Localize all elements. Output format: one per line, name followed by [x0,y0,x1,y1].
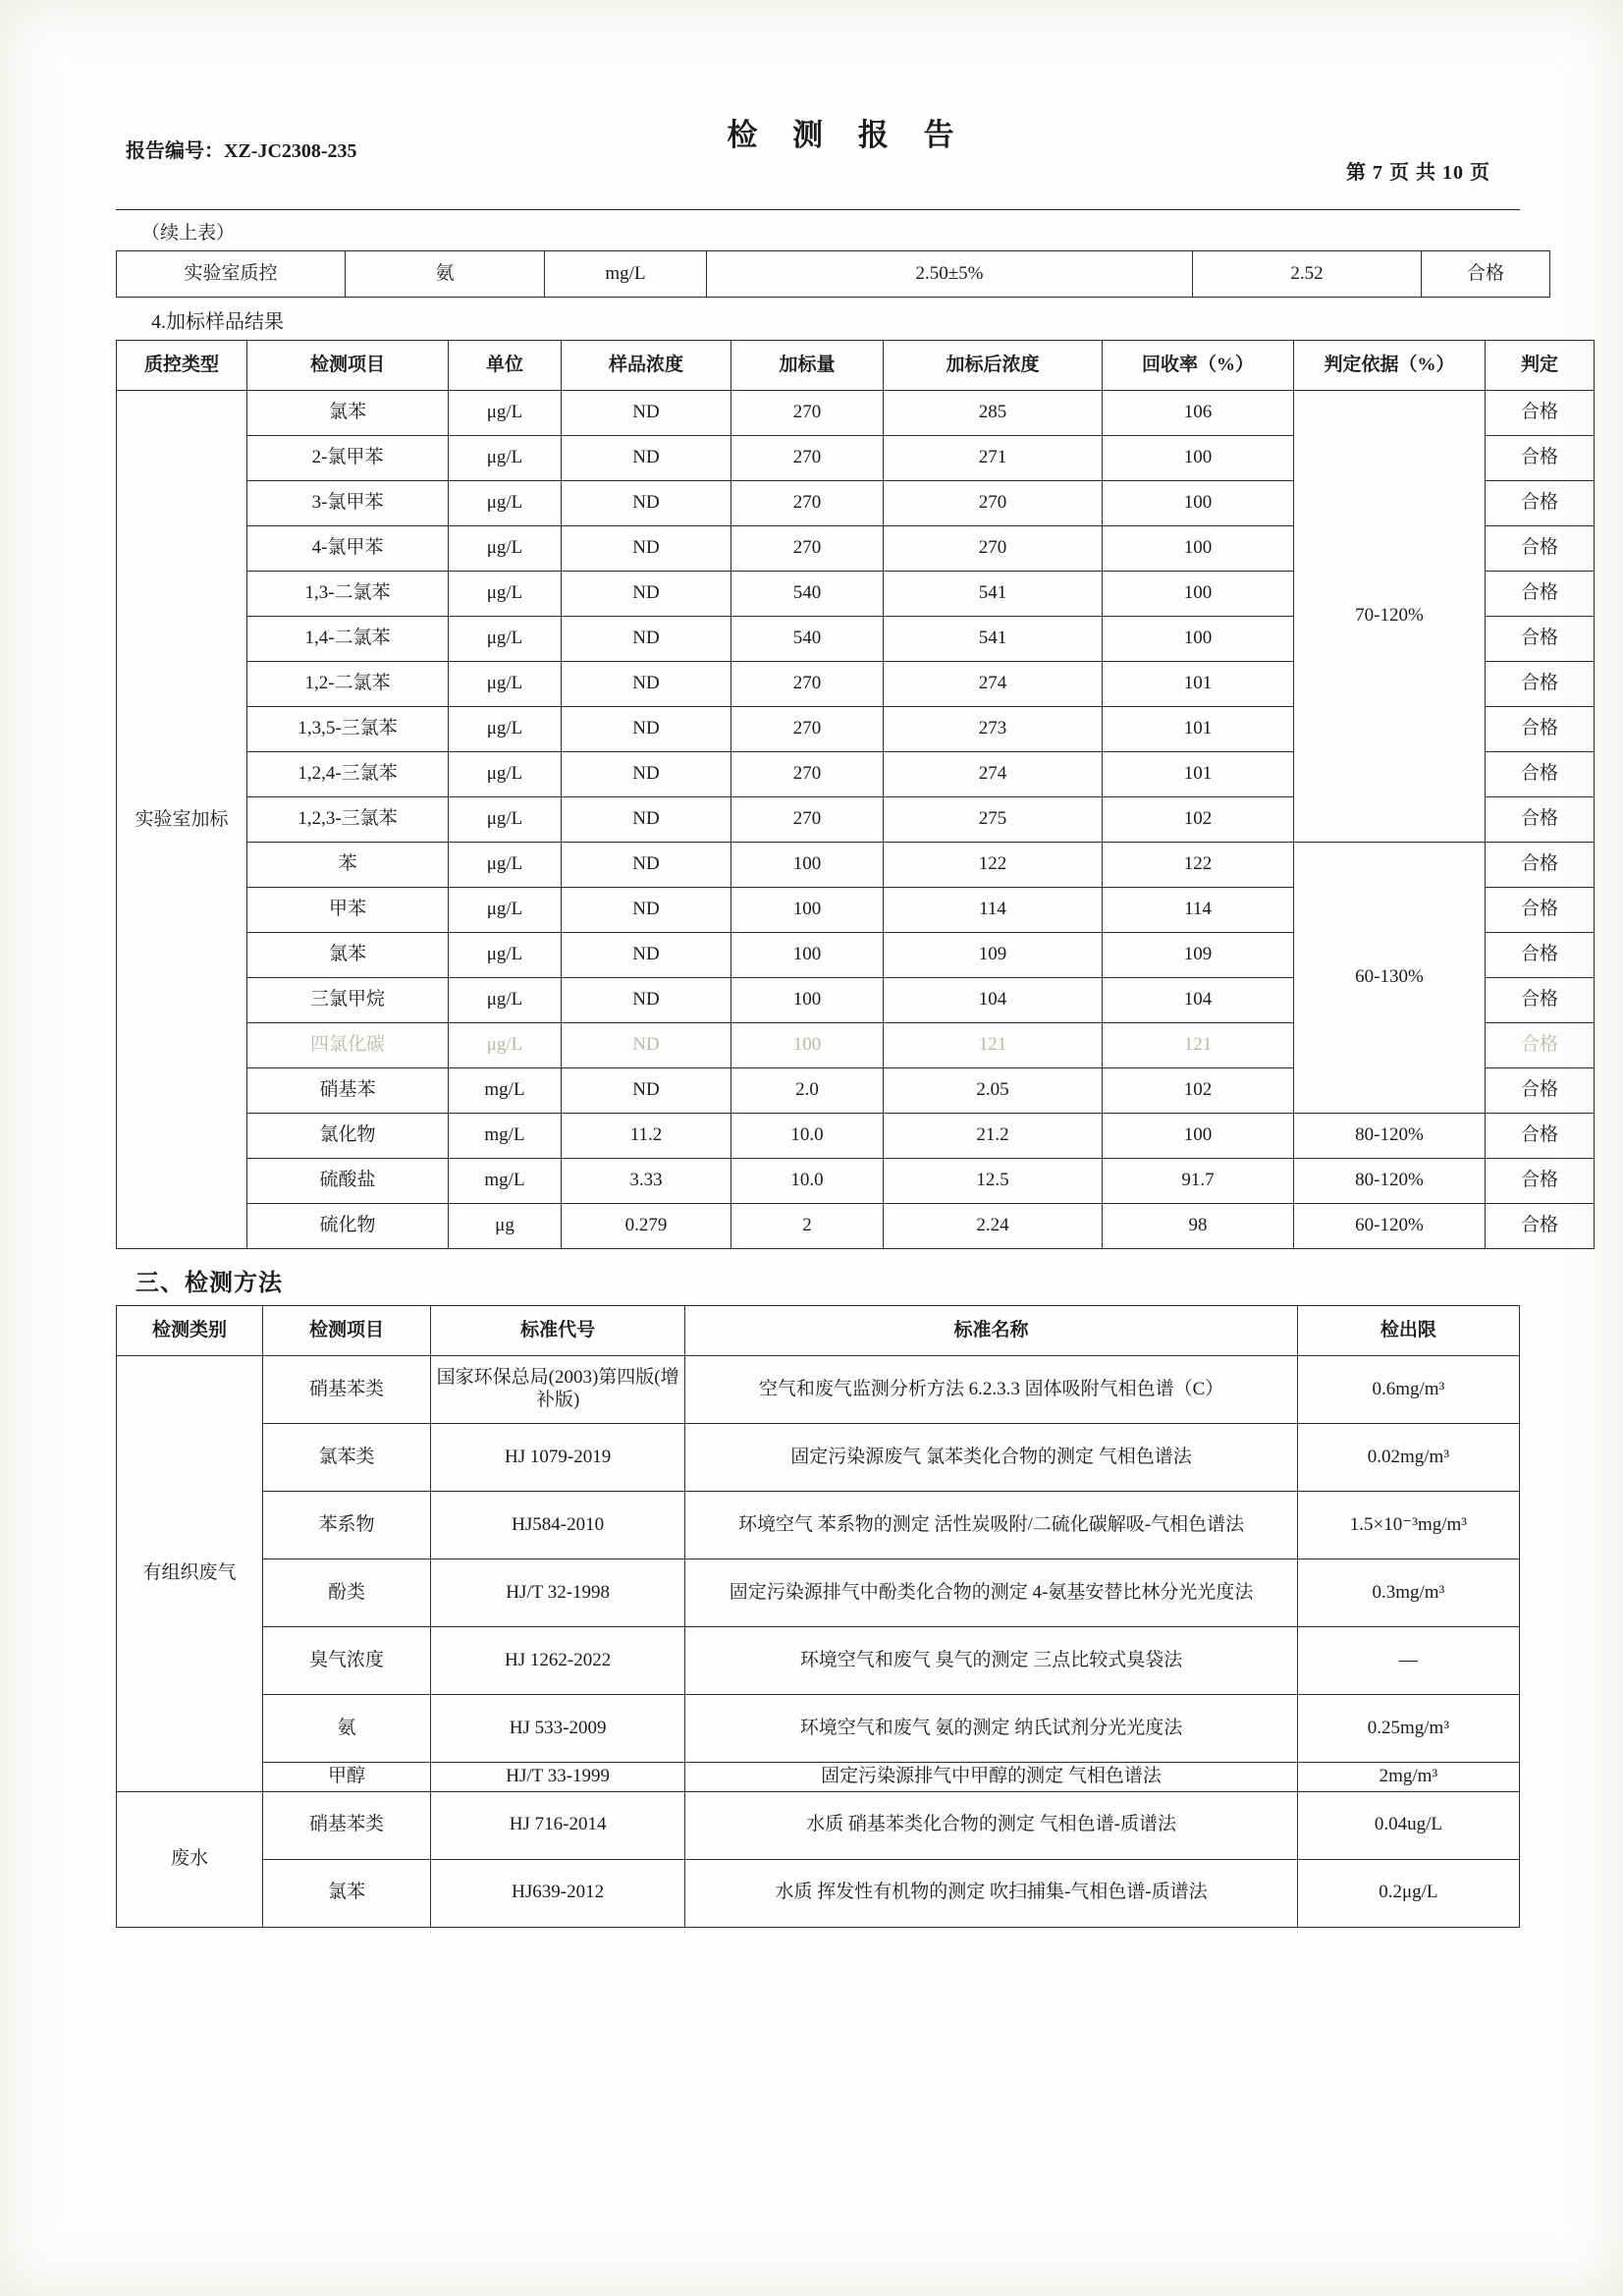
table-row [117,1559,1520,1627]
qc-judge-cell: 合格 [1422,251,1550,298]
basis-group-1: 70-120% [1294,391,1486,843]
item-sample-conc: ND [562,662,731,707]
item-unit: μg/L [449,752,562,797]
table-header-row [117,341,1595,391]
item-judgement: 合格 [1486,662,1595,707]
method-name: 固定污染源排气中甲醇的测定 气相色谱法 [685,1763,1297,1792]
header-basis: 判定依据（%） [1294,341,1486,391]
page-title: 检 测 报 告 [727,118,968,152]
item-sample-conc: ND [562,436,731,481]
header-sample-conc: 样品浓度 [562,341,731,391]
item-recovery: 100 [1103,1114,1294,1159]
header-judgement: 判定 [1486,341,1595,391]
item-spike-amount: 10.0 [731,1114,884,1159]
method-code: HJ 716-2014 [431,1791,685,1859]
item-sample-conc: ND [562,481,731,526]
item-judgement: 合格 [1486,752,1595,797]
category-group-air: 有组织废气 [117,1356,263,1792]
item-spike-amount: 100 [731,888,884,933]
item-unit: μg/L [449,797,562,843]
item-after-conc: 114 [884,888,1103,933]
item-judgement: 合格 [1486,572,1595,617]
item-spike-amount: 540 [731,572,884,617]
item-name: 硫酸盐 [247,1159,449,1204]
item-name: 氯化物 [247,1114,449,1159]
item-recovery: 100 [1103,526,1294,572]
table-row [117,843,1595,888]
item-after-conc: 121 [884,1023,1103,1068]
item-spike-amount: 2.0 [731,1068,884,1114]
item-judgement: 合格 [1486,391,1595,436]
item-sample-conc: ND [562,391,731,436]
item-after-conc: 270 [884,481,1103,526]
item-name: 硝基苯 [247,1068,449,1114]
item-sample-conc: ND [562,572,731,617]
item-judgement: 合格 [1486,436,1595,481]
item-after-conc: 2.05 [884,1068,1103,1114]
item-name: 三氯甲烷 [247,978,449,1023]
item-spike-amount: 270 [731,707,884,752]
item-spike-amount: 100 [731,978,884,1023]
item-name: 苯 [247,843,449,888]
item-after-conc: 275 [884,797,1103,843]
item-recovery: 114 [1103,888,1294,933]
method-item: 臭气浓度 [262,1627,430,1695]
basis-group-2: 60-130% [1294,843,1486,1114]
method-name: 环境空气 苯系物的测定 活性炭吸附/二硫化碳解吸-气相色谱法 [685,1492,1297,1559]
header-spike-amount: 加标量 [731,341,884,391]
method-name: 环境空气和废气 臭气的测定 三点比较式臭袋法 [685,1627,1297,1695]
report-number [126,135,357,163]
item-after-conc: 541 [884,617,1103,662]
item-judgement: 合格 [1486,1023,1595,1068]
item-name: 甲苯 [247,888,449,933]
item-basis: 60-120% [1294,1204,1486,1249]
item-unit: μg/L [449,526,562,572]
method-limit: — [1297,1627,1519,1695]
table-row [117,1424,1520,1492]
table-row [117,1859,1520,1927]
item-after-conc: 2.24 [884,1204,1103,1249]
header-item: 检测项目 [247,341,449,391]
table-row [117,1492,1520,1559]
report-number-label: 报告编号： [126,140,224,162]
item-sample-conc: ND [562,978,731,1023]
method-name: 固定污染源排气中酚类化合物的测定 4-氨基安替比林分光光度法 [685,1559,1297,1627]
item-judgement: 合格 [1486,526,1595,572]
header-qc-type: 质控类型 [117,341,247,391]
method-code: 国家环保总局(2003)第四版(增补版) [431,1356,685,1424]
item-name: 1,2,3-三氯苯 [247,797,449,843]
method-code: HJ584-2010 [431,1492,685,1559]
method-item: 氯苯类 [262,1424,430,1492]
method-code: HJ/T 32-1998 [431,1559,685,1627]
item-unit: mg/L [449,1068,562,1114]
method-item: 苯系物 [262,1492,430,1559]
method-limit: 2mg/m³ [1297,1763,1519,1792]
item-spike-amount: 270 [731,797,884,843]
item-after-conc: 104 [884,978,1103,1023]
method-item: 硝基苯类 [262,1356,430,1424]
item-unit: μg [449,1204,562,1249]
item-after-conc: 12.5 [884,1159,1103,1204]
item-judgement: 合格 [1486,1204,1595,1249]
item-recovery: 102 [1103,1068,1294,1114]
table-row [117,1627,1520,1695]
item-spike-amount: 540 [731,617,884,662]
item-spike-amount: 270 [731,436,884,481]
item-spike-amount: 270 [731,391,884,436]
item-after-conc: 285 [884,391,1103,436]
item-sample-conc: ND [562,707,731,752]
item-sample-conc: ND [562,1068,731,1114]
section4-label: 4.加标样品结果 [151,311,284,333]
item-name: 四氯化碳 [247,1023,449,1068]
spike-results-table [116,340,1595,1249]
item-judgement: 合格 [1486,933,1595,978]
item-spike-amount: 100 [731,933,884,978]
item-name: 1,2,4-三氯苯 [247,752,449,797]
item-sample-conc: ND [562,888,731,933]
item-recovery: 91.7 [1103,1159,1294,1204]
item-unit: μg/L [449,933,562,978]
method-code: HJ639-2012 [431,1859,685,1927]
item-spike-amount: 10.0 [731,1159,884,1204]
item-unit: μg/L [449,662,562,707]
item-judgement: 合格 [1486,481,1595,526]
item-recovery: 100 [1103,572,1294,617]
item-unit: μg/L [449,843,562,888]
table-row [117,1114,1595,1159]
table-row [117,391,1595,436]
item-name: 氯苯 [247,933,449,978]
method-item: 酚类 [262,1559,430,1627]
method-item: 甲醇 [262,1763,430,1792]
item-recovery: 100 [1103,617,1294,662]
page-number: 第 7 页 共 10 页 [1346,162,1490,184]
method-limit: 0.25mg/m³ [1297,1695,1519,1763]
item-after-conc: 122 [884,843,1103,888]
item-basis: 80-120% [1294,1114,1486,1159]
item-sample-conc: ND [562,1023,731,1068]
item-sample-conc: 11.2 [562,1114,731,1159]
section3-heading: 三、检测方法 [135,1271,283,1296]
item-sample-conc: ND [562,843,731,888]
item-unit: μg/L [449,888,562,933]
item-spike-amount: 270 [731,662,884,707]
table-row [117,1763,1520,1792]
item-sample-conc: ND [562,933,731,978]
header-category: 检测类别 [117,1306,263,1356]
item-name: 3-氯甲苯 [247,481,449,526]
item-name: 4-氯甲苯 [247,526,449,572]
qc-measured-cell: 2.52 [1193,251,1422,298]
item-sample-conc: ND [562,617,731,662]
table-row [117,1791,1520,1859]
item-judgement: 合格 [1486,978,1595,1023]
item-after-conc: 270 [884,526,1103,572]
table-row [117,1204,1595,1249]
method-limit: 0.04ug/L [1297,1791,1519,1859]
item-judgement: 合格 [1486,888,1595,933]
item-judgement: 合格 [1486,797,1595,843]
report-header [116,140,1520,199]
method-limit: 0.6mg/m³ [1297,1356,1519,1424]
qc-type-group: 实验室加标 [117,391,247,1249]
item-unit: μg/L [449,481,562,526]
item-recovery: 101 [1103,707,1294,752]
method-limit: 0.2μg/L [1297,1859,1519,1927]
table-row [117,251,1550,298]
method-item: 氯苯 [262,1859,430,1927]
item-unit: μg/L [449,978,562,1023]
item-recovery: 100 [1103,481,1294,526]
method-limit: 1.5×10⁻³mg/m³ [1297,1492,1519,1559]
lab-qc-table [116,250,1550,298]
method-name: 水质 硝基苯类化合物的测定 气相色谱-质谱法 [685,1791,1297,1859]
continued-note: （续上表） [141,223,236,244]
item-name: 1,3-二氯苯 [247,572,449,617]
method-name: 环境空气和废气 氨的测定 纳氏试剂分光光度法 [685,1695,1297,1763]
header-unit: 单位 [449,341,562,391]
item-judgement: 合格 [1486,617,1595,662]
item-recovery: 100 [1103,436,1294,481]
item-unit: μg/L [449,436,562,481]
item-name: 1,2-二氯苯 [247,662,449,707]
item-spike-amount: 270 [731,752,884,797]
header-item: 检测项目 [262,1306,430,1356]
method-code: HJ/T 33-1999 [431,1763,685,1792]
item-spike-amount: 2 [731,1204,884,1249]
item-recovery: 102 [1103,797,1294,843]
item-sample-conc: 0.279 [562,1204,731,1249]
table-row [117,1356,1520,1424]
item-recovery: 121 [1103,1023,1294,1068]
report-number-value: XZ-JC2308-235 [224,140,357,162]
item-recovery: 109 [1103,933,1294,978]
category-group-water: 废水 [117,1791,263,1927]
item-after-conc: 21.2 [884,1114,1103,1159]
item-recovery: 104 [1103,978,1294,1023]
item-after-conc: 274 [884,662,1103,707]
item-recovery: 98 [1103,1204,1294,1249]
header-detection-limit: 检出限 [1297,1306,1519,1356]
item-unit: μg/L [449,707,562,752]
item-judgement: 合格 [1486,843,1595,888]
header-standard-code: 标准代号 [431,1306,685,1356]
item-judgement: 合格 [1486,1068,1595,1114]
item-spike-amount: 270 [731,481,884,526]
table-header-row [117,1306,1520,1356]
header-after-conc: 加标后浓度 [884,341,1103,391]
item-sample-conc: ND [562,526,731,572]
item-sample-conc: 3.33 [562,1159,731,1204]
item-recovery: 101 [1103,662,1294,707]
table-row [117,1159,1595,1204]
item-unit: μg/L [449,617,562,662]
item-after-conc: 274 [884,752,1103,797]
item-basis: 80-120% [1294,1159,1486,1204]
item-spike-amount: 100 [731,1023,884,1068]
item-unit: μg/L [449,572,562,617]
item-unit: mg/L [449,1159,562,1204]
item-recovery: 122 [1103,843,1294,888]
table-row [117,1695,1520,1763]
item-unit: mg/L [449,1114,562,1159]
item-spike-amount: 270 [731,526,884,572]
header-standard-name: 标准名称 [685,1306,1297,1356]
qc-unit-cell: mg/L [545,251,707,298]
item-name: 硫化物 [247,1204,449,1249]
item-recovery: 106 [1103,391,1294,436]
method-table [116,1305,1520,1928]
item-spike-amount: 100 [731,843,884,888]
item-name: 氯苯 [247,391,449,436]
method-code: HJ 1262-2022 [431,1627,685,1695]
item-after-conc: 109 [884,933,1103,978]
header-divider [116,209,1520,210]
qc-standard-cell: 2.50±5% [707,251,1193,298]
method-name: 空气和废气监测分析方法 6.2.3.3 固体吸附气相色谱（C） [685,1356,1297,1424]
item-sample-conc: ND [562,752,731,797]
method-limit: 0.02mg/m³ [1297,1424,1519,1492]
qc-type-cell: 实验室质控 [117,251,346,298]
method-item: 氨 [262,1695,430,1763]
method-code: HJ 533-2009 [431,1695,685,1763]
item-judgement: 合格 [1486,1159,1595,1204]
item-recovery: 101 [1103,752,1294,797]
item-sample-conc: ND [562,797,731,843]
item-judgement: 合格 [1486,1114,1595,1159]
header-recovery: 回收率（%） [1103,341,1294,391]
item-name: 1,3,5-三氯苯 [247,707,449,752]
item-after-conc: 271 [884,436,1103,481]
item-unit: μg/L [449,391,562,436]
method-name: 固定污染源废气 氯苯类化合物的测定 气相色谱法 [685,1424,1297,1492]
item-judgement: 合格 [1486,707,1595,752]
item-after-conc: 541 [884,572,1103,617]
item-unit: μg/L [449,1023,562,1068]
item-name: 2-氯甲苯 [247,436,449,481]
qc-item-cell: 氨 [346,251,545,298]
method-item: 硝基苯类 [262,1791,430,1859]
method-code: HJ 1079-2019 [431,1424,685,1492]
page-content [116,110,1558,1928]
item-after-conc: 273 [884,707,1103,752]
method-limit: 0.3mg/m³ [1297,1559,1519,1627]
item-name: 1,4-二氯苯 [247,617,449,662]
method-name: 水质 挥发性有机物的测定 吹扫捕集-气相色谱-质谱法 [685,1859,1297,1927]
